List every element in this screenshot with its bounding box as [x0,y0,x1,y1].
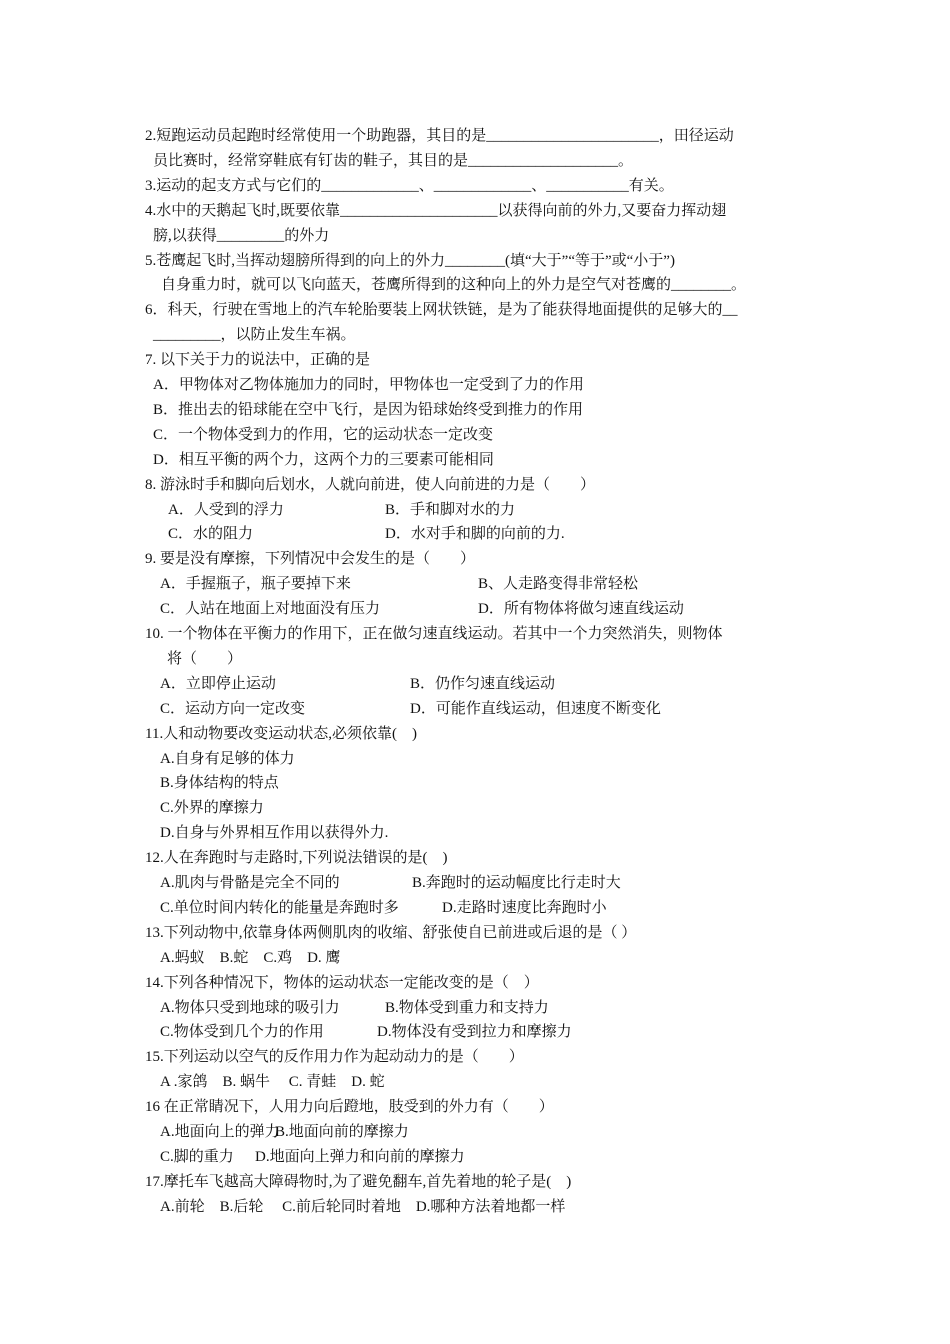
text-line: B.身体结构的特点 [160,775,279,792]
option-text: D．所有物体将做匀速直线运动 [478,601,684,618]
question-text: 13.下列动物中,依靠身体两侧肌肉的收缩、舒张使自已前进或后退的是（ ） [145,924,637,941]
option-text: A．手握瓶子，瓶子要掉下来 [160,576,351,593]
option-text: A.地面向上的弹力 [160,1124,280,1140]
text-line: C．一个物体受到力的作用，它的运动状态一定改变 [153,426,494,443]
question-text: 6．科天，行驶在雪地上的汽车轮胎要装上网状铁链，是为了能获得地面提供的足够大的__ [145,302,738,319]
question-text: 16 在正常睛况下，人用力向后蹬地，肢受到的外力有（ ） [145,1099,554,1116]
option-text: B、人走路变得非常轻松 [478,576,639,593]
option-text: D．可能作直线运动，但速度不断变化 [410,700,661,717]
option-text: C．人站在地面上对地面没有压力 [160,601,381,618]
text-line: B．推出去的铅球能在空中飞行，是因为铅球始终受到推力的作用 [153,401,584,418]
question-text: 8. 游泳时手和脚向后划水，人就向前进，使人向前进的力是（ ） [145,476,596,493]
option-text: B．手和脚对水的力 [385,501,516,518]
option-text: A.物体只受到地球的吸引力 [160,999,340,1016]
text-line: 膀,以获得_________的外力 [153,227,330,244]
option-text: D.物体没有受到拉力和摩擦力 [377,1024,572,1041]
question-text: 10. 一个物体在平衡力的作用下，正在做匀速直线运动。若其中一个力突然消失，则物体 [145,626,723,642]
option-text: B.物体受到重力和支持力 [385,999,549,1016]
option-text: B．仍作匀速直线运动 [410,675,556,692]
text-line: A.蚂蚁 B.蛇 C.鸡 D. 鹰 [160,949,341,966]
option-text: A．立即停止运动 [160,675,276,692]
text-line: A．甲物体对乙物体施加力的同时，甲物体也一定受到了力的作用 [153,377,584,393]
text-line: 自身重力时，就可以飞向蓝天，苍鹰所得到的这种向上的外力是空气对苍鹰的________。 [161,277,747,294]
question-text: 5.苍鹰起飞时,当挥动翅膀所得到的向上的外力________(填“大于”“等于”或“小于”) [145,252,675,269]
text-line: D．相互平衡的两个力，这两个力的三要素可能相同 [153,451,494,468]
question-text: 4.水中的天鹅起飞时,既要依靠_____________________以获得向前的外力,又要奋力挥动翅 [145,202,727,219]
text-line: 将（ ） [167,650,243,667]
text-line: C.外界的摩擦力 [160,800,264,817]
question-text: 2.短跑运动员起跑时经常使用一个助跑器，其目的是_______________________，田径运动 [145,128,734,144]
option-text: C.单位时间内转化的能量是奔跑时多 [160,899,399,916]
option-text: B.奔跑时的运动幅度比行走时大 [412,875,621,891]
option-text: D.地面向上弹力和向前的摩擦力 [255,1148,465,1165]
option-text: C.脚的重力 [160,1148,234,1165]
question-text: 12.人在奔跑时与走路时,下列说法错误的是( ) [145,850,448,867]
option-text: C．水的阻力 [168,526,254,543]
text-line: _________，以防止发生车祸。 [153,327,356,344]
question-text: 17.摩托车飞越高大障碍物时,为了避免翻车,首先着地的轮子是( ) [145,1173,572,1190]
question-text: 15.下列运动以空气的反作用力作为起动动力的是（ ） [145,1049,524,1066]
option-text: A．人受到的浮力 [168,501,284,518]
text-line: A.自身有足够的体力 [160,750,295,767]
question-text: 14.下列各种情况下，物体的运动状态一定能改变的是（ ） [145,974,539,991]
option-text: D.走路时速度比奔跑时小 [442,899,607,916]
text-line: 员比赛时，经常穿鞋底有钉齿的鞋子，其目的是____________________。 [153,152,634,169]
question-text: 11.人和动物要改变运动状态,必须依靠( ) [145,725,417,742]
option-text: C．运动方向一定改变 [160,700,306,717]
question-text: 3.运动的起支方式与它们的_____________、_____________、___________有关。 [145,177,674,194]
question-text: 9. 要是没有摩擦，下列情况中会发生的是（ ） [145,551,476,568]
option-text: D．水对手和脚的向前的力. [385,526,565,543]
text-line: A .家鸽 B. 蜗牛 C. 青蛙 D. 蛇 [160,1074,385,1091]
option-text: C.物体受到几个力的作用 [160,1024,324,1041]
option-text: A.肌肉与骨骼是完全不同的 [160,875,340,891]
text-line: A.前轮 B.后轮 C.前后轮同时着地 D.哪种方法着地都一样 [160,1198,566,1215]
text-line: D.自身与外界相互作用以获得外力. [160,825,389,842]
question-text: 7. 以下关于力的说法中，正确的是 [145,352,371,369]
option-text: B.地面向前的摩擦力 [275,1124,409,1140]
